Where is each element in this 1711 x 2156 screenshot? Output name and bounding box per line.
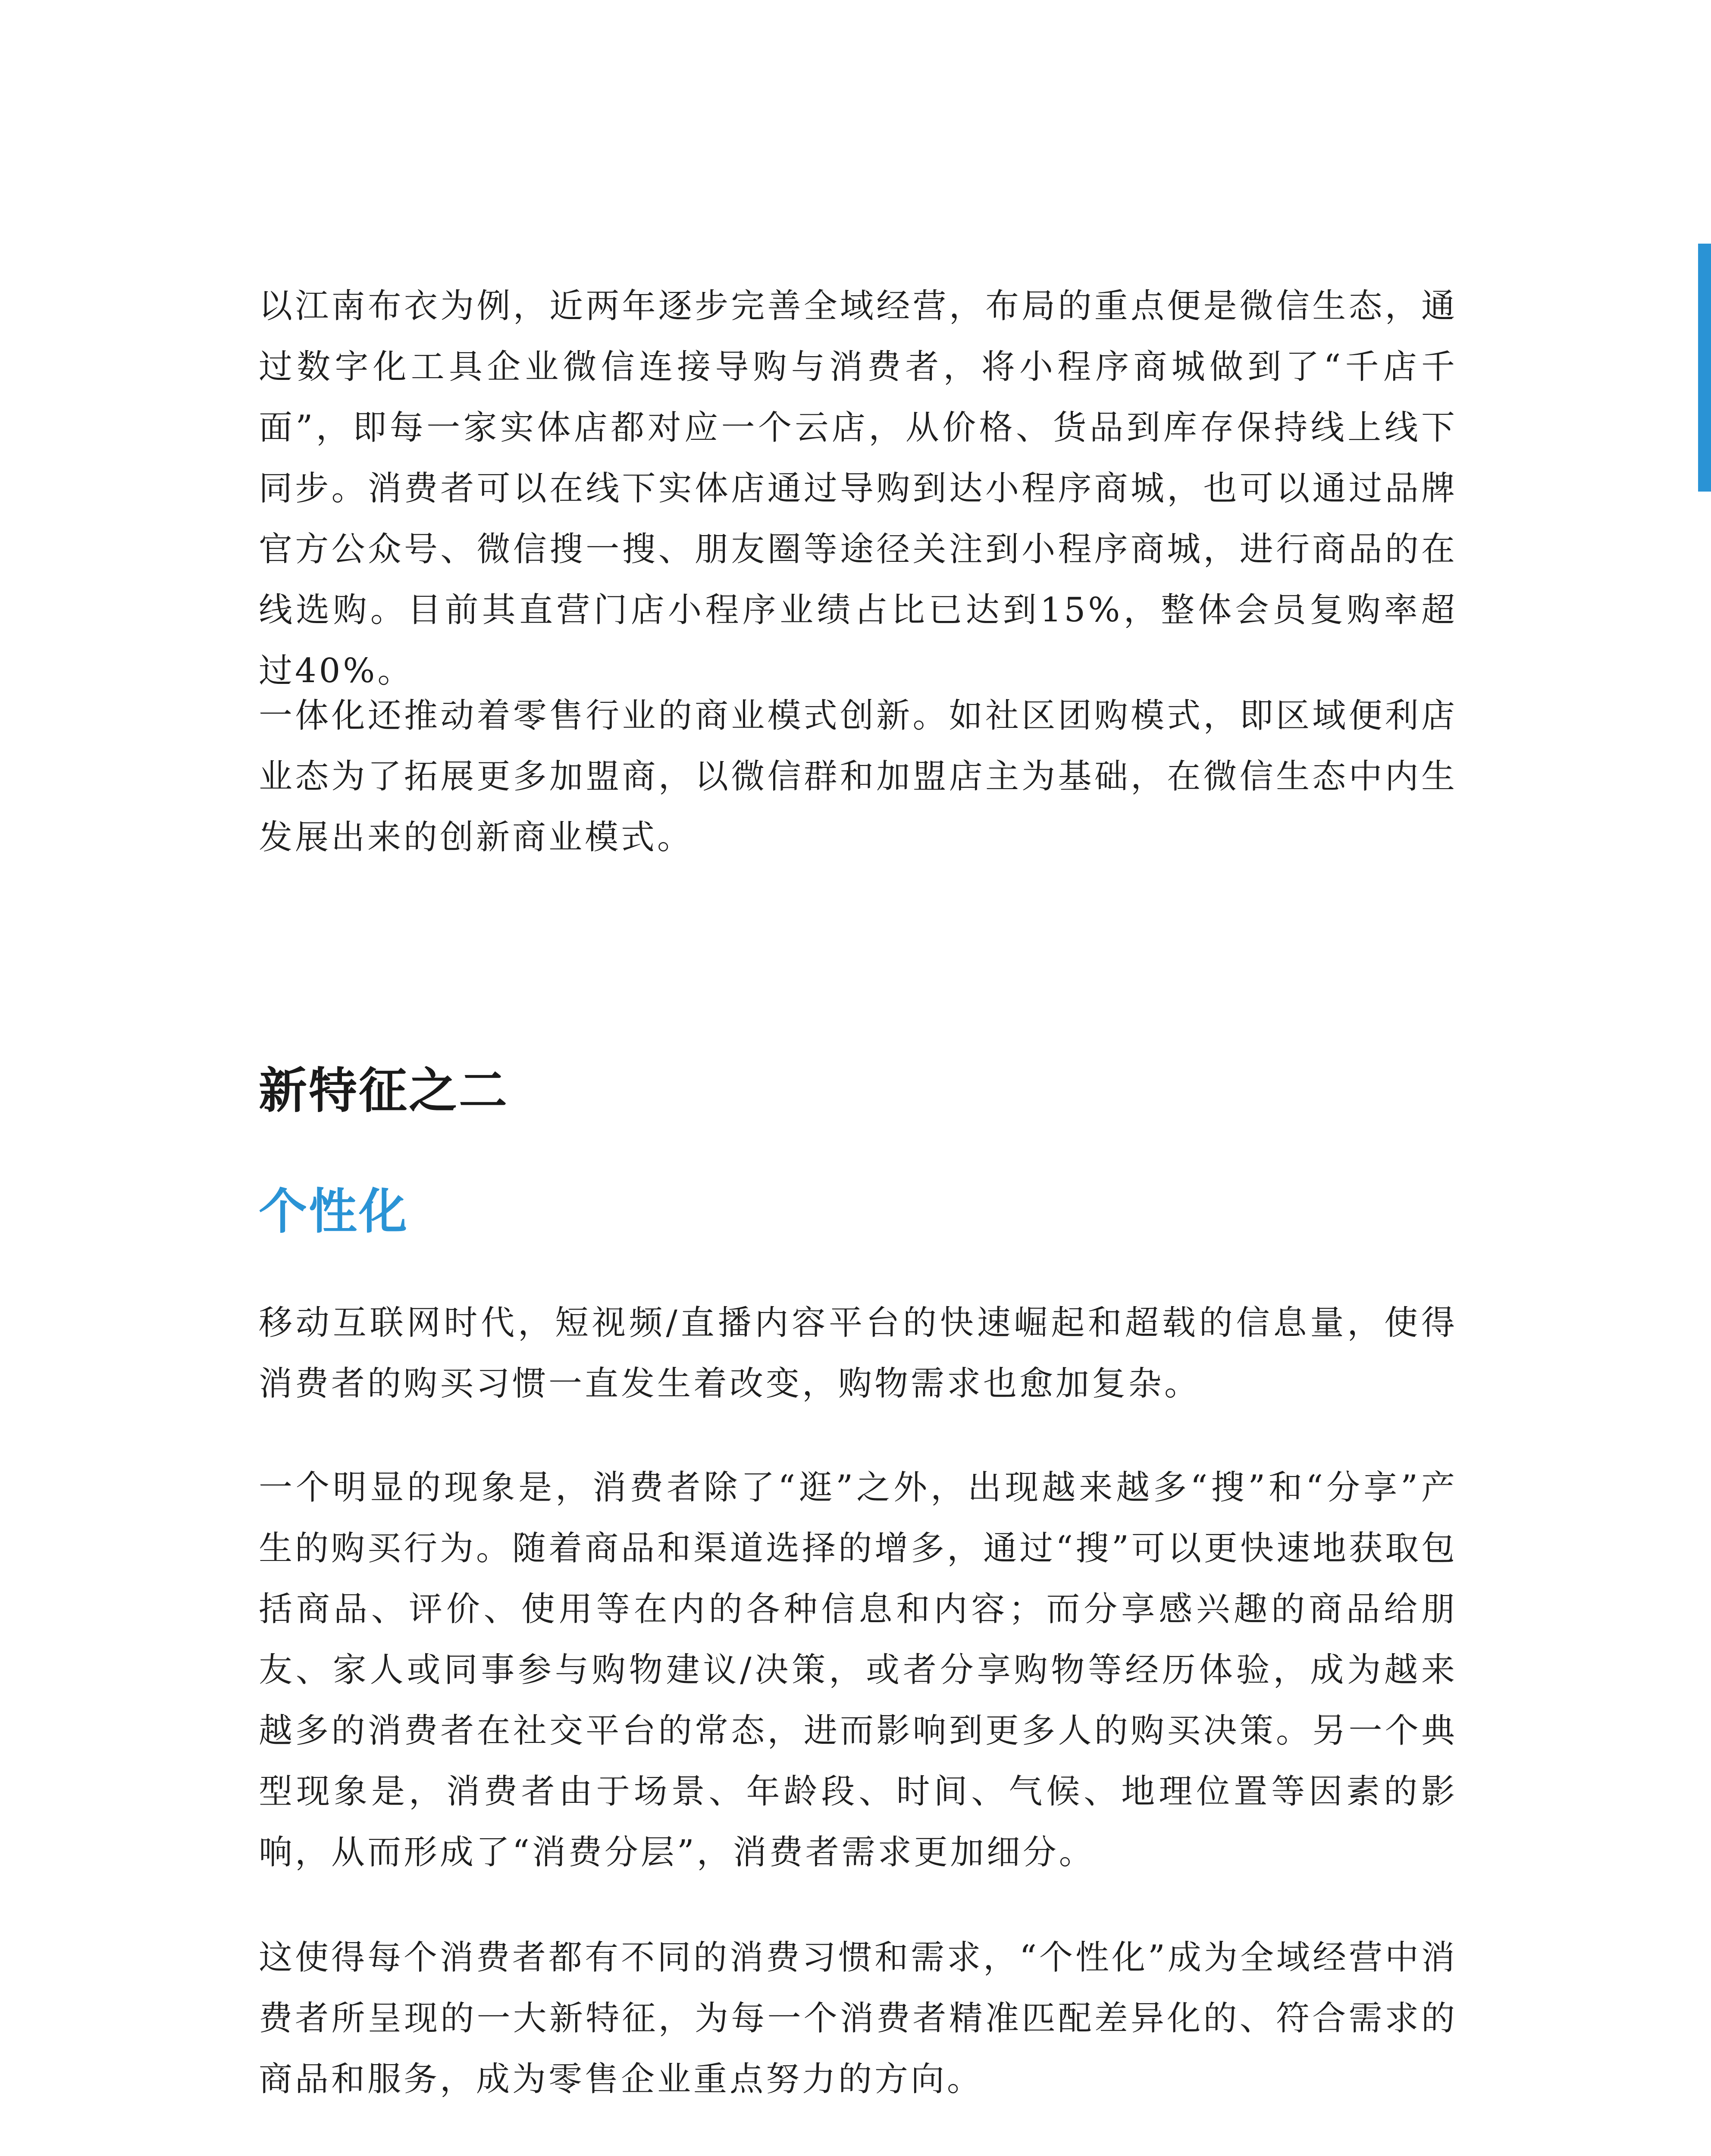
body-paragraph: 一体化还推动着零售行业的商业模式创新。如社区团购模式，即区域便利店业态为了拓展更多加盟商，以微信群和加盟店主为基础，在微信生态中内生发展出来的创新商业模式。 [259, 696, 1457, 857]
body-paragraph: 一个明显的现象是，消费者除了“逛”之外，出现越来越多“搜”和“分享”产生的购买行为。随着商品和渠道选择的增多，通过“搜”可以更快速地获取包括商品、评价、使用等在内的各种信息和内容；而分享感兴趣的商品给朋友、家人或同事参与购物建议/决策，或者分享购物等经历体验，成为越来越多的消费者在社交平台的常态，进而影响到更多人的购买决策。另一个典型现象是，消费者由于场景、年龄段、时间、气候、地理位置等因素的影响，从而形成了“消费分层”，消费者需求更加细分。 [259, 1468, 1457, 1872]
body-paragraph: 移动互联网时代，短视频/直播内容平台的快速崛起和超载的信息量，使得消费者的购买习惯一直发生着改变，购物需求也愈加复杂。 [259, 1304, 1457, 1403]
body-paragraph-block-4 [259, 1457, 1457, 1883]
body-paragraph-block-3 [259, 1293, 1457, 1414]
body-paragraph: 这使得每个消费者都有不同的消费习惯和需求，“个性化”成为全域经营中消费者所呈现的一大新特征，为每一个消费者精准匹配差异化的、符合需求的商品和服务，成为零售企业重点努力的方向。 [259, 1938, 1457, 2099]
section-heading: 新特征之二 [259, 1062, 509, 1119]
body-paragraph-block-1 [259, 276, 1457, 702]
side-tab-marker [1698, 244, 1711, 492]
section-subheading: 个性化 [259, 1183, 409, 1240]
body-paragraph: 以江南布衣为例，近两年逐步完善全域经营，布局的重点便是微信生态，通过数字化工具企业微信连接导购与消费者，将小程序商城做到了“千店千面”，即每一家实体店都对应一个云店，从价格、货品到库存保持线上线下同步。消费者可以在线下实体店通过导购到达小程序商城，也可以通过品牌官方公众号、微信搜一搜、朋友圈等途径关注到小程序商城，进行商品的在线选购。目前其直营门店小程序业绩占比已达到15%，整体会员复购率超过40%。 [259, 287, 1457, 690]
body-paragraph-block-5 [259, 1927, 1457, 2110]
body-paragraph-block-2 [259, 686, 1457, 868]
